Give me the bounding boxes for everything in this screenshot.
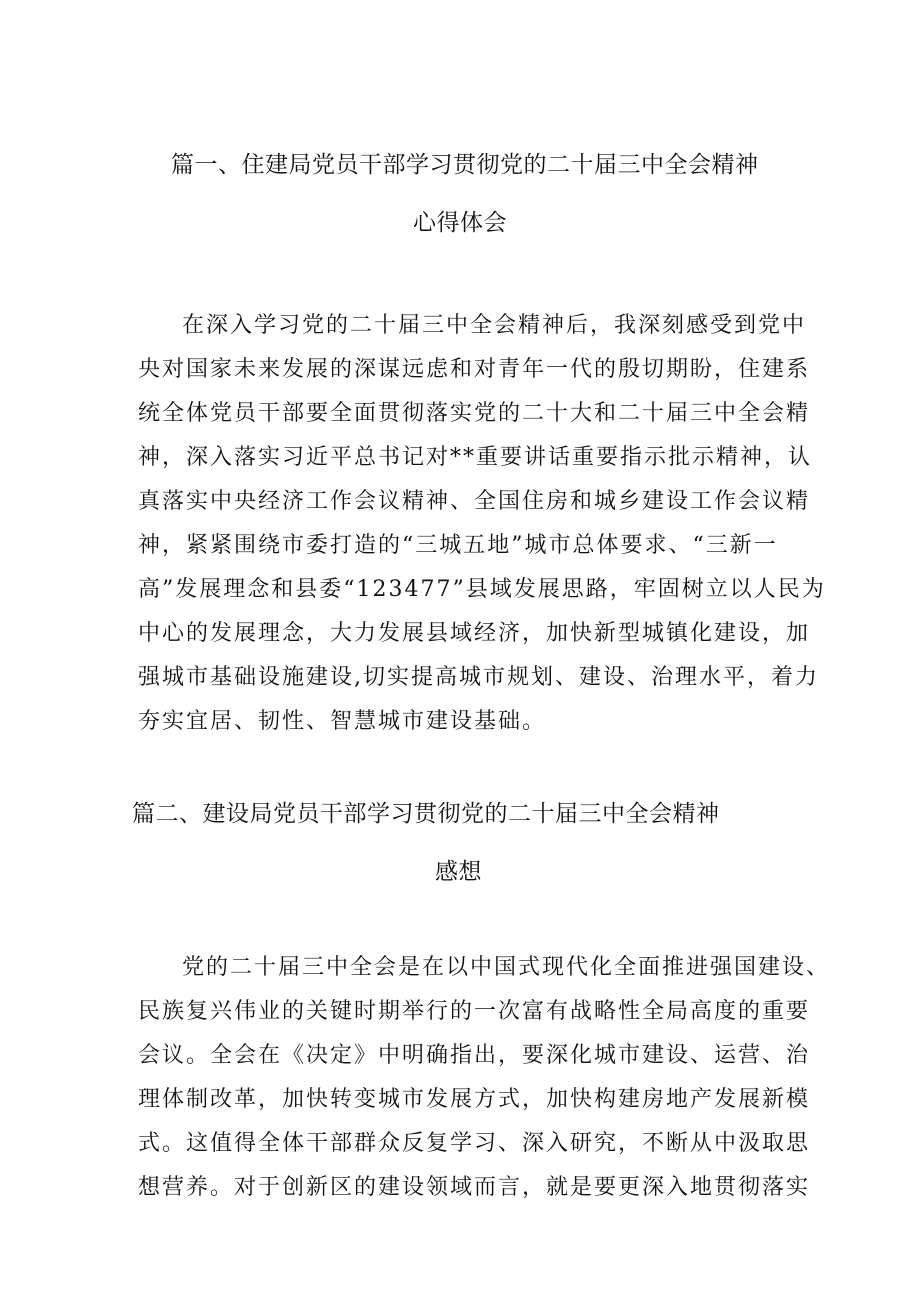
article2-line: 会议。全会在《决定》中明确指出，要深化城市建设、运营、治 (138, 1043, 811, 1068)
article2-line: 理体制改革，加快转变城市发展方式，加快构建房地产发展新模 (138, 1087, 811, 1112)
article2-title-line2: 感想 (435, 859, 482, 885)
article1-line: 真落实中央经济工作会议精神、全国住房和城乡建设工作会议精 (138, 489, 811, 514)
article1-title-line2: 心得体会 (413, 210, 507, 236)
article1-line: 中心的发展理念，大力发展县域经济，加快新型城镇化建设，加 (138, 621, 811, 646)
article1-line: 高”发展理念和县委“123477”县域发展思路，牢固树立以人民为 (138, 577, 826, 602)
article2-line: 民族复兴伟业的关键时期举行的一次富有战略性全局高度的重要 (138, 999, 811, 1024)
article1-title-line1: 篇一、住建局党员干部学习贯彻党的二十届三中全会精神 (171, 152, 759, 178)
article1-line: 统全体党员干部要全面贯彻落实党的二十大和二十届三中全会精 (138, 401, 811, 426)
article1-line: 强城市基础设施建设,切实提高城市规划、建设、治理水平，着力 (138, 665, 819, 690)
article2-line: 想营养。对于创新区的建设领域而言，就是要更深入地贯彻落实 (138, 1175, 811, 1200)
article1-line: 在深入学习党的二十届三中全会精神后，我深刻感受到党中 (182, 313, 807, 338)
article1-line: 神，紧紧围绕市委打造的“三城五地”城市总体要求、“三新一 (138, 533, 778, 558)
article2-line: 党的二十届三中全会是在以中国式现代化全面推进强国建设、 (182, 955, 831, 980)
article1-line: 神，深入落实习近平总书记对**重要讲话重要指示批示精神，认 (138, 445, 813, 470)
article2-line: 式。这值得全体干部群众反复学习、深入研究，不断从中汲取思 (138, 1131, 811, 1156)
article1-line: 央对国家未来发展的深谋远虑和对青年一代的殷切期盼，住建系 (138, 357, 811, 382)
article2-title-line1: 篇二、建设局党员干部学习贯彻党的二十届三中全会精神 (132, 801, 720, 827)
article1-line: 夯实宜居、韧性、智慧城市建设基础。 (138, 709, 547, 734)
